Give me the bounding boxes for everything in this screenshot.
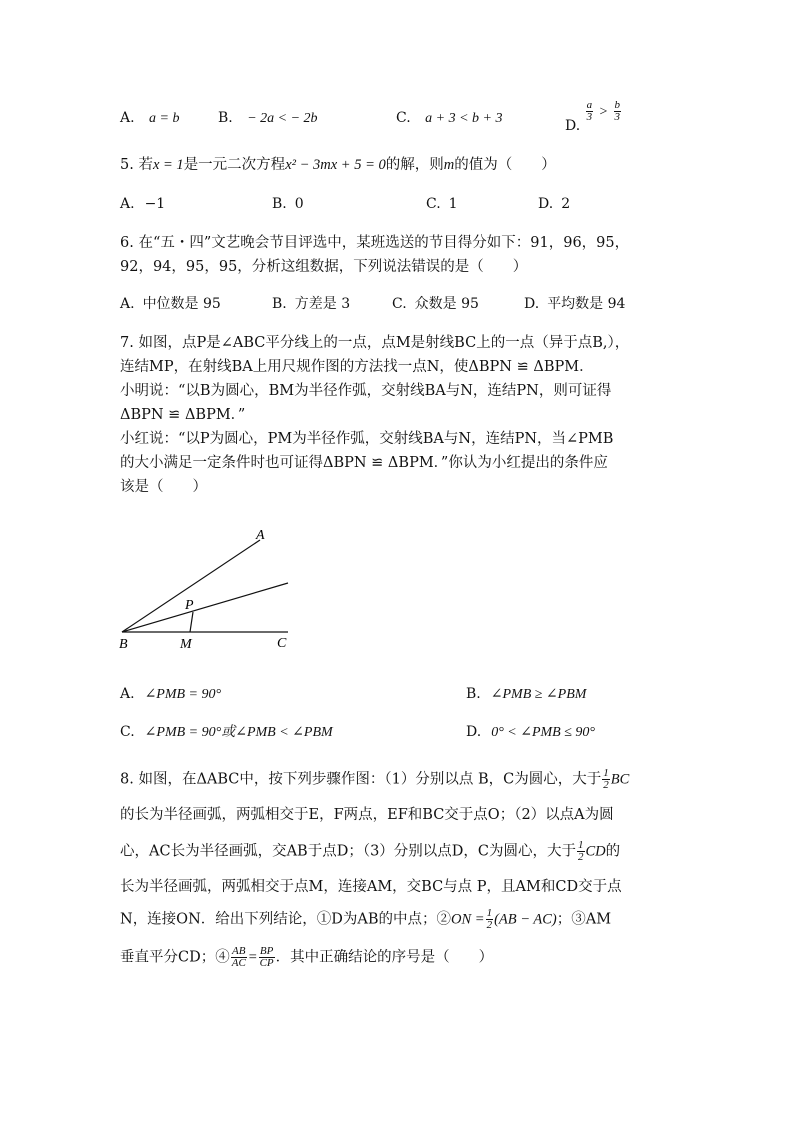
label-p: P (185, 598, 194, 613)
q7-option-b[interactable]: B. ∠PMB ≥ ∠PBM (466, 686, 587, 702)
q7-option-c[interactable]: C. ∠PMB = 90°或∠PMB < ∠PBM (120, 724, 333, 740)
q4-option-c[interactable]: C. a + 3 < b + 3 (396, 110, 503, 126)
q6-stem-line1: 6. 在“五・四”文艺晚会节目评选中，某班选送的节目得分如下：91，96，95， (120, 235, 630, 251)
fraction-half-2: $\frac{1}{2}$ (578, 839, 584, 863)
label-a: A (256, 528, 265, 543)
fraction-half-3: $\frac{1}{2}$ (486, 907, 493, 931)
q8-stem-line1: 8. 如图，在ΔABC中，按下列步骤作图：（1）分别以点 B，C为圆心，大于 $\frac{1}{2}$ BC (120, 767, 630, 791)
q7-stem-line1: 7. 如图，点P是∠ABC平分线上的一点，点M是射线BC上的一点（异于点B,）， (120, 335, 630, 351)
fraction-ab-ac: $\frac{AB}{AC}$ (231, 945, 246, 969)
q8-stem-line5: N，连接ON．给出下列结论，①D为AB的中点；②ON = $\frac{1}{2}$ (AB − AC)；③AM (120, 907, 612, 931)
q6-option-b[interactable]: B. 方差是 3 (272, 296, 351, 312)
q4-option-d[interactable]: D. $\frac{a}{3}$ > $\frac{b}{3}$ (565, 99, 620, 134)
q7-stem-line5: 小红说：“以P为圆心，PM为半径作弧，交射线BA与N，连结PN，当∠PMB (120, 431, 614, 447)
q7-option-a[interactable]: A. ∠PMB = 90° (120, 686, 222, 702)
ray-ba (122, 540, 260, 632)
q8-stem-line6: 垂直平分CD；④ $\frac{AB}{AC}$ = $\frac{BP}{CP}$ ．其中正确结论的序号是（ ） (120, 945, 494, 969)
q7-stem-line7: 该是（ ） (120, 479, 207, 495)
q7-option-d[interactable]: D. 0° < ∠PMB ≤ 90° (466, 724, 596, 740)
q4-option-b[interactable]: B. − 2a < − 2b (218, 110, 318, 126)
fraction-half: $\frac{1}{2}$ (603, 767, 609, 791)
q5-option-c[interactable]: C. 1 (426, 196, 458, 212)
label-c: C (277, 636, 287, 651)
q8-stem-line2: 的长为半径画弧，两弧相交于E，F两点，EF和BC交于点O；（2）以点A为圆 (120, 807, 614, 823)
label-m: M (180, 637, 192, 652)
q5-stem: 5. 若x = 1是一元二次方程x² − 3mx + 5 = 0的解，则m的值为（ ） (120, 157, 556, 173)
label-b: B (119, 637, 128, 652)
angle-bisector-figure (110, 520, 310, 655)
q5-option-d[interactable]: D. 2 (538, 196, 571, 212)
bisector-ray (122, 583, 288, 632)
q8-stem-line3: 心，AC长为半径画弧，交AB于点D；（3）分别以点D，C为圆心，大于 $\frac{1}{2}$ CD的 (120, 839, 621, 863)
q7-stem-line6: 的大小满足一定条件时也可证得ΔBPN ≌ ΔBPM．”你认为小红提出的条件应 (120, 455, 608, 471)
q6-option-a[interactable]: A. 中位数是 95 (120, 296, 221, 312)
fraction-bp-cp: $\frac{BP}{CP}$ (259, 945, 274, 969)
fraction-b-over-3: $\frac{b}{3}$ (614, 99, 620, 123)
q7-stem-line2: 连结MP，在射线BA上用尺规作图的方法找一点N，使ΔBPN ≌ ΔBPM． (120, 359, 594, 375)
q7-stem-line4: ΔBPN ≌ ΔBPM．” (120, 407, 246, 423)
q5-option-a[interactable]: A. −1 (120, 196, 166, 212)
segment-pm (190, 612, 193, 632)
fraction-a-over-3: $\frac{a}{3}$ (586, 99, 593, 123)
q7-stem-line3: 小明说：“以B为圆心，BM为半径作弧，交射线BA与N，连结PN，则可证得 (120, 383, 612, 399)
q6-option-d[interactable]: D. 平均数是 94 (524, 296, 626, 312)
q6-option-c[interactable]: C. 众数是 95 (392, 296, 479, 312)
q5-option-b[interactable]: B. 0 (272, 196, 304, 212)
q6-stem-line2: 92，94，95，95，分析这组数据，下列说法错误的是（ ） (120, 259, 528, 275)
q4-option-a[interactable]: A. a = b (120, 110, 180, 126)
q8-stem-line4: 长为半径画弧，两弧相交于点M，连接AM，交BC与点 P，且AM和CD交于点 (120, 879, 622, 895)
